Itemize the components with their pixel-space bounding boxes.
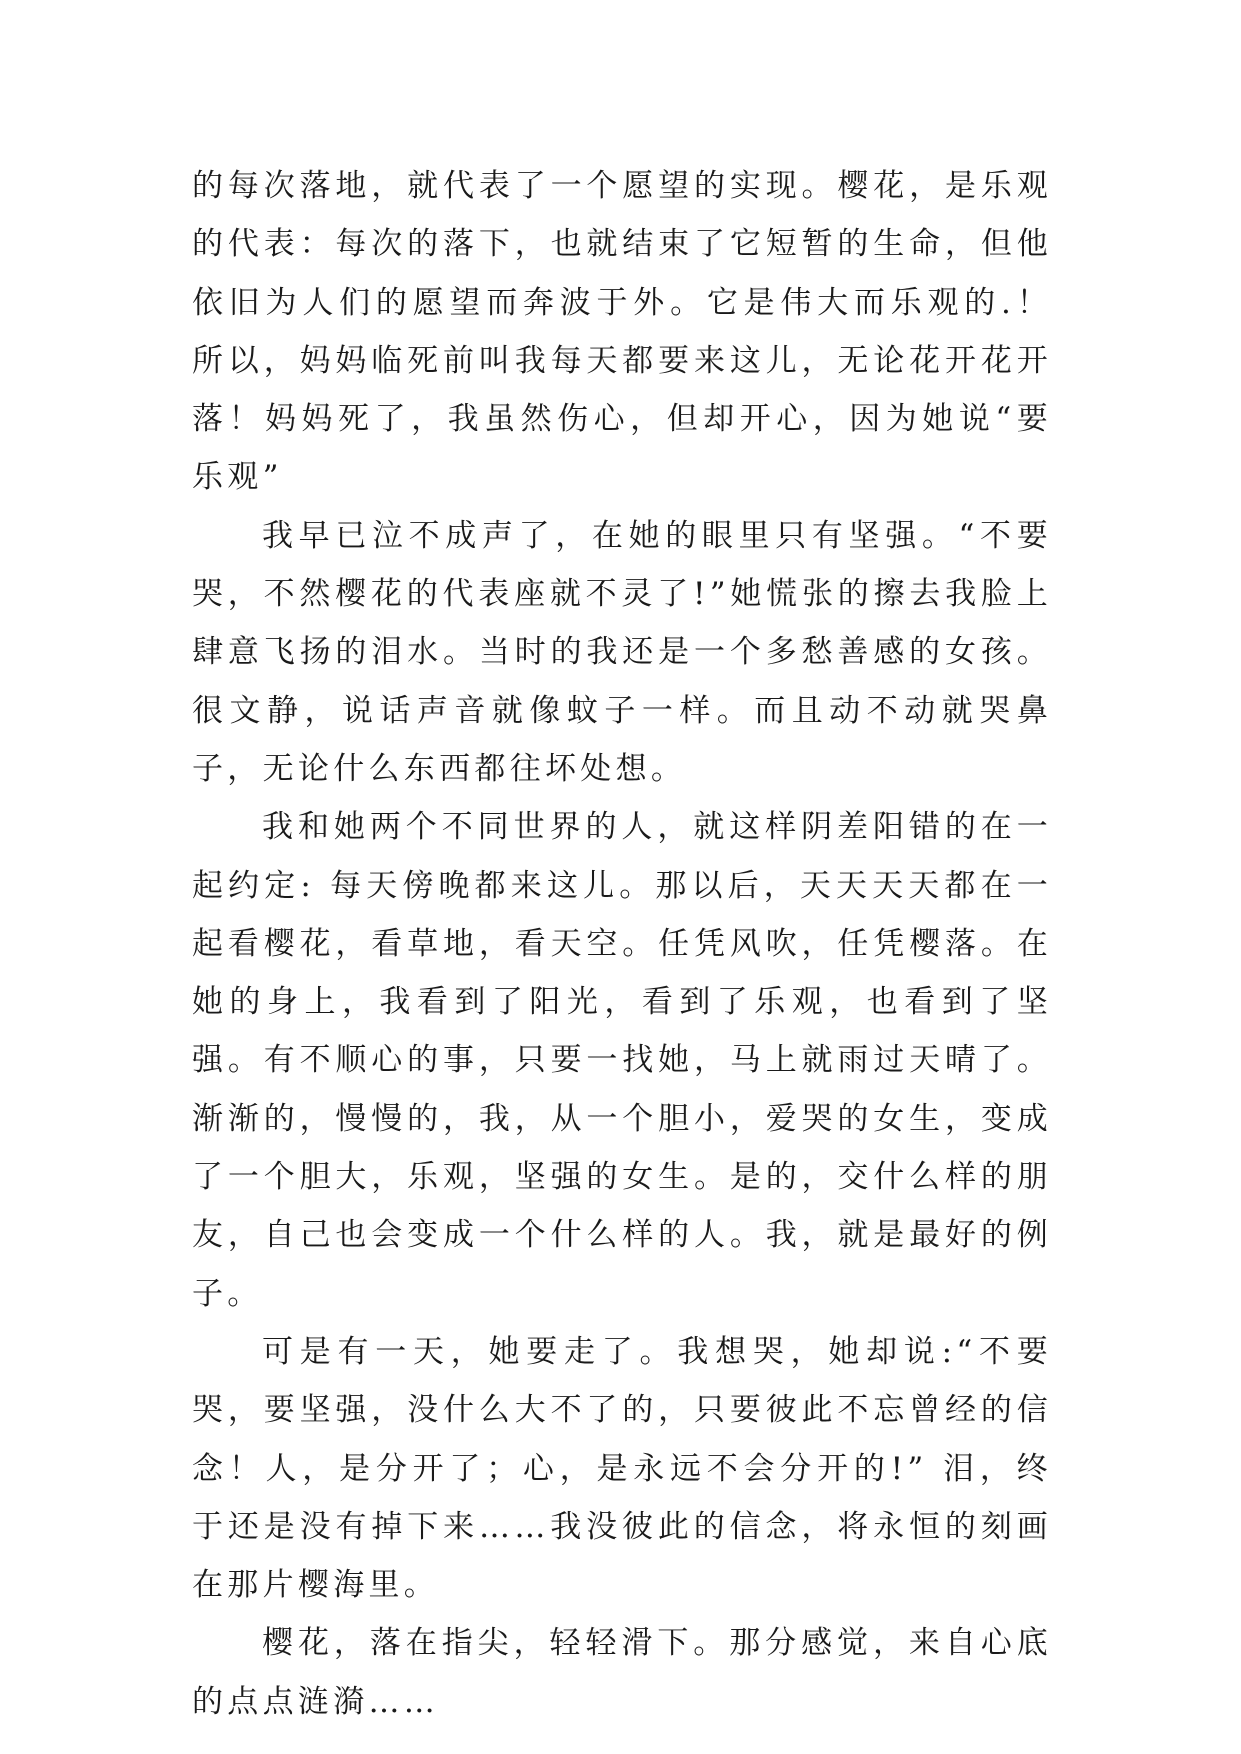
body-text (192, 157, 1052, 1731)
paragraph-5: 樱花，落在指尖，轻轻滑下。那分感觉，来自心底的点点涟漪…… (192, 1625, 1052, 1720)
paragraph-4: 可是有一天，她要走了。我想哭，她却说:“不要哭，要坚强，没什么大不了的，只要彼此不忘曾经的信念！人，是分开了；心，是永远不会分开的!” 泪，终于还是没有掉下来……我没彼此的信念，将永恒的刻画在那片樱海里。 (192, 1333, 1052, 1604)
paragraph-1: 的每次落地，就代表了一个愿望的实现。樱花，是乐观的代表：每次的落下，也就结束了它短暂的生命，但他依旧为人们的愿望而奔波于外。它是伟大而乐观的.！所以，妈妈临死前叫我每天都要来这儿，无论花开花开落！妈妈死了，我虽然伤心，但却开心，因为她说“要乐观” (192, 168, 1052, 496)
paragraph-2: 我早已泣不成声了，在她的眼里只有坚强。“不要哭，不然樱花的代表座就不灵了!”她慌张的擦去我脸上肆意飞扬的泪水。当时的我还是一个多愁善感的女孩。很文静，说话声音就像蚊子一样。而且动不动就哭鼻子，无论什么东西都往坏处想。 (192, 517, 1052, 787)
paragraph-3: 我和她两个不同世界的人，就这样阴差阳错的在一起约定: 每天傍晚都来这儿。那以后，天天天天都在一起看樱花，看草地，看天空。任凭风吹，任凭樱落。在她的身上，我看到了阳光，看到了乐观，也看到了坚强。有不顺心的事，只要一找她，马上就雨过天晴了。渐渐的，慢慢的，我，从一个胆小，爱哭的女生，变成了一个胆大，乐观，坚强的女生。是的，交什么样的朋友，自己也会变成一个什么样的人。我，就是最好的例子。 (192, 809, 1052, 1312)
